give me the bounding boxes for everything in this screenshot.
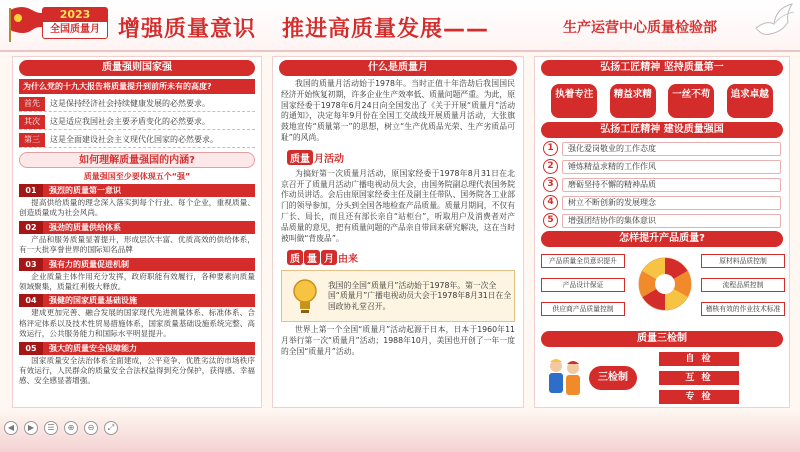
zoom-in-button[interactable]: ⊕ bbox=[64, 421, 78, 435]
three-inspect-label: 三检制 bbox=[589, 366, 637, 390]
improve-wheel bbox=[541, 250, 783, 328]
wheel-label: 稽核有效的作业技术标准 bbox=[701, 302, 785, 316]
quote-text: 我国的全国“质量月”活动始于1978年。第一次全国“质量月”广播电视动员大会于1978年8月31日在全国政协礼堂召开。 bbox=[328, 280, 512, 311]
section-title-quality-strong: 质量强则国家强 bbox=[19, 60, 255, 76]
wheel-label: 产品质量全员意识提升 bbox=[541, 254, 625, 268]
header bbox=[0, 0, 800, 52]
title-part-a: 增强质量意识 bbox=[118, 17, 257, 42]
slide-controls bbox=[4, 415, 154, 431]
build-item bbox=[543, 159, 781, 174]
build-item bbox=[543, 141, 781, 156]
fullscreen-button[interactable]: ⤢ bbox=[104, 421, 118, 435]
item-heading bbox=[19, 294, 255, 307]
build-item bbox=[543, 177, 781, 192]
item-number: 04 bbox=[19, 294, 43, 307]
item-title: 强大的质量安全保障能力 bbox=[49, 343, 137, 353]
section-title-what-is: 什么是质量月 bbox=[279, 60, 517, 76]
build-item bbox=[543, 195, 781, 210]
section-title-build: 弘扬工匠精神 建设质量强国 bbox=[541, 122, 783, 138]
item-title: 强烈的质量第一意识 bbox=[49, 186, 121, 195]
inspect-special: 专 检 bbox=[659, 390, 739, 404]
item-heading bbox=[19, 342, 255, 355]
build-text: 强化爱岗敬业的工作态度 bbox=[562, 142, 781, 156]
build-item bbox=[543, 213, 781, 228]
reason-text: 这是全面建设社会主义现代化国家的必然要求。 bbox=[50, 135, 218, 144]
gear-wheel-icon bbox=[637, 256, 693, 312]
reason-key: 首先 bbox=[19, 97, 45, 111]
wheel-label: 供应商产品质量控制 bbox=[541, 302, 625, 316]
item-heading bbox=[19, 258, 255, 271]
badge-text: 全国质量月 bbox=[50, 24, 100, 35]
item-body: 提高供给质量的理念深入落实到每个行业、每个企业，重视质量、创造质量成为社会风尚。 bbox=[19, 198, 255, 218]
spirit-pills bbox=[545, 84, 779, 118]
reason-row bbox=[19, 114, 255, 130]
item-title: 强有力的质量促进机制 bbox=[49, 259, 129, 269]
build-number: 2 bbox=[543, 159, 558, 174]
five-strong-subhead: 质量强国至少要体现五个“强” bbox=[83, 172, 191, 181]
reason-row bbox=[19, 132, 255, 148]
zoom-out-button[interactable]: ⊖ bbox=[84, 421, 98, 435]
quote-box bbox=[281, 270, 515, 322]
reason-row bbox=[19, 96, 255, 112]
build-text: 增强团结协作的集体意识 bbox=[562, 214, 781, 228]
item-body: 国家质量安全法治体系全面建成，公平竞争、优胜劣汰的市场秩序有效运行，人民群众的质量安全合法权益得到充分保护，获得感、幸福感、安全感显著增强。 bbox=[19, 355, 255, 386]
item-number: 05 bbox=[19, 342, 43, 355]
department-name: 生产运营中心质量检验部 bbox=[563, 20, 717, 36]
build-number: 1 bbox=[543, 141, 558, 156]
build-number: 4 bbox=[543, 195, 558, 210]
item-number: 01 bbox=[19, 184, 43, 197]
item-heading bbox=[19, 221, 255, 234]
item-heading bbox=[19, 184, 255, 197]
origin-tag-hi-c: 月 bbox=[321, 250, 337, 265]
item-body: 企业质量主体作用充分发挥，政府职能有效履行，各种要素向质量领域聚集，质量红利极大释放。 bbox=[19, 271, 255, 292]
column-quality-strong-nation bbox=[12, 56, 262, 408]
item-body: 建成更加完善、融合发展的国家现代先进测量体系、标准体系、合格评定体系以及技术性贸易措施体系，国家质量基础设施系统完整、高效运行，公共服务能力和国际水平明显提升。 bbox=[19, 308, 255, 339]
menu-button[interactable]: ☰ bbox=[44, 421, 58, 435]
question-why: 为什么党的十九大报告将质量提升到前所未有的高度? bbox=[19, 79, 255, 94]
activity-paragraph: 为搞好第一次质量月活动，原国家经委于1978年8月31日在北京召开了质量月活动广播电视动员大会，由国务院副总理代表国务院作动员讲话。会后由原国家经委主任及副主任带队、国务院各工业部门的领导参加，分头到全国各地检查产品质量。质量月期间，不仅有厂长、局长，而且还有部长亲自“站柜台”，听取用户及消费者对产品质量的意见，把有质量问题的产品亲自带回来研究解决，这在当时被叫做“背废品”。 bbox=[281, 168, 515, 243]
page-title bbox=[118, 12, 489, 43]
dove-icon bbox=[752, 2, 798, 46]
wheel-label: 原材料品质控制 bbox=[701, 254, 785, 268]
build-text: 磨砺坚持不懈的精神品质 bbox=[562, 178, 781, 192]
build-number: 3 bbox=[543, 177, 558, 192]
prev-slide-button[interactable]: ◀ bbox=[4, 421, 18, 435]
spirit-pill: 执着专注 bbox=[551, 84, 597, 118]
lightbulb-icon bbox=[288, 276, 322, 316]
section-title-craftsman: 弘扬工匠精神 坚持质量第一 bbox=[541, 60, 783, 76]
intro-paragraph: 我国的质量月活动始于1978年。当时正值十年浩劫后我国国民经济开始恢复初期，许多企业生产效率低、质量问题严重。为此，原国家经委于1978年6月24日向全国发出了《关于开展“质量月”活动的通知》，决定每年9月份在全国工交战线开展质量月活动，大张旗鼓地宣传“质量第一”的思想，树立“生产优质品光荣、生产劣质品可耻”的风尚。 bbox=[281, 79, 515, 142]
item-number: 02 bbox=[19, 221, 43, 234]
section-title-improve: 怎样提升产品质量? bbox=[541, 231, 783, 247]
activity-tag-rest: 月活动 bbox=[314, 153, 344, 165]
spirit-pill: 精益求精 bbox=[610, 84, 656, 118]
column-craftsman-spirit bbox=[534, 56, 790, 408]
origin-tag-rest: 由来 bbox=[338, 254, 358, 266]
column-quality-month bbox=[272, 56, 524, 408]
year-badge bbox=[42, 7, 108, 39]
origin-tag bbox=[287, 250, 358, 265]
workers-icon bbox=[543, 354, 585, 404]
build-text: 锤炼精益求精的工作作风 bbox=[562, 160, 781, 174]
question-how: 如何理解质量强国的内涵? bbox=[19, 152, 255, 168]
item-title: 强劲的质量供给体系 bbox=[49, 222, 121, 232]
build-number: 5 bbox=[543, 213, 558, 228]
title-part-b: 推进高质量发展—— bbox=[282, 17, 490, 42]
section-title-three-inspect: 质量三检制 bbox=[541, 331, 783, 347]
origin-tag-hi-b: 量 bbox=[304, 250, 320, 265]
inspect-mutual: 互 检 bbox=[659, 371, 739, 385]
item-number: 03 bbox=[19, 258, 43, 271]
origin-tag-hi-a: 质 bbox=[287, 250, 303, 265]
build-text: 树立不断创新的发展理念 bbox=[562, 196, 781, 210]
inspect-diagram bbox=[541, 350, 783, 408]
reason-key: 其次 bbox=[19, 115, 45, 129]
next-slide-button[interactable]: ▶ bbox=[24, 421, 38, 435]
activity-tag-highlight: 质量 bbox=[287, 150, 313, 165]
wheel-label: 产品设计保证 bbox=[541, 278, 625, 292]
origin-paragraph: 世界上第一个全国“质量月”活动起源于日本，日本于1960年11月举行第一次“质量月”活动；1988年10月，美国也开创了一年一度的全国“质量月”活动。 bbox=[281, 325, 515, 356]
item-title: 强健的国家质量基础设施 bbox=[49, 296, 137, 306]
wheel-label: 流程品质控制 bbox=[701, 278, 785, 292]
year-text: 2023 bbox=[43, 8, 107, 22]
reason-key: 第三 bbox=[19, 133, 45, 147]
spirit-pill: 追求卓越 bbox=[727, 84, 773, 118]
activity-tag bbox=[287, 150, 344, 165]
spirit-pill: 一丝不苟 bbox=[668, 84, 714, 118]
reason-text: 这是适应我国社会主要矛盾变化的必然要求。 bbox=[50, 117, 210, 126]
reason-text: 这是保持经济社会持续健康发展的必然要求。 bbox=[50, 99, 210, 108]
inspect-self: 自 检 bbox=[659, 352, 739, 366]
item-body: 产品和服务质量显著提升，形成层次丰富、优质高效的供给体系，有一大批享誉世界的国际知名品牌 bbox=[19, 234, 255, 255]
